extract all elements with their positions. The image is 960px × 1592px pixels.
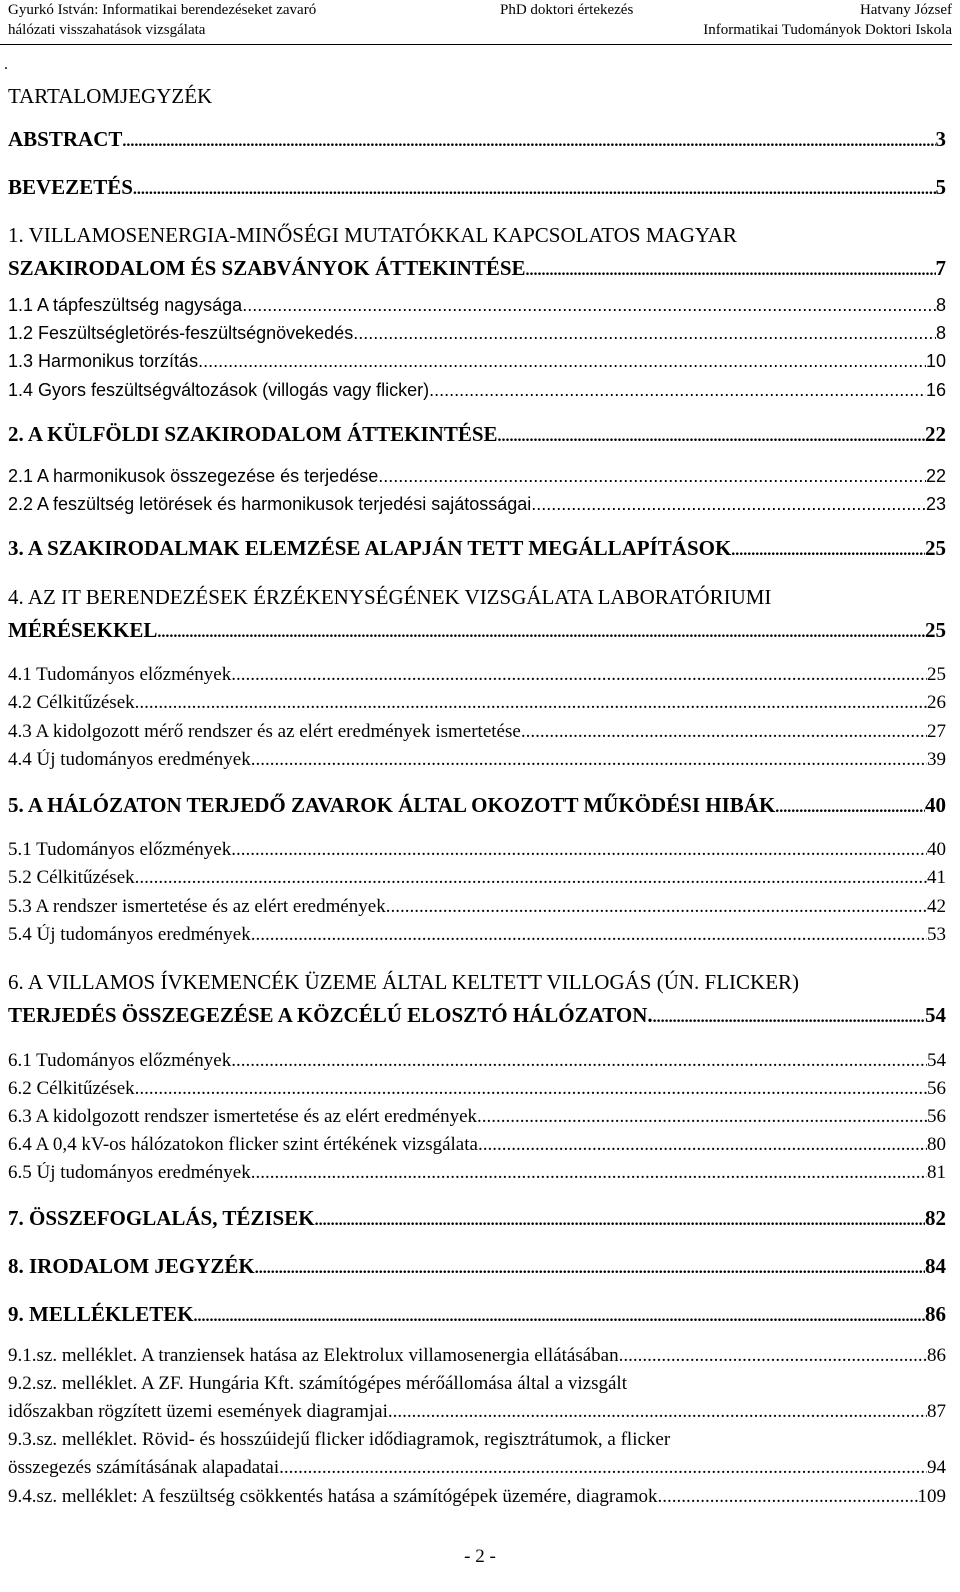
toc-entry-page: 8 (935, 323, 946, 343)
toc-entry-2[interactable] (8, 422, 946, 447)
toc-entry-8[interactable] (8, 1254, 946, 1279)
toc-entry-page: 41 (927, 867, 946, 888)
toc-entry-label: 1.2 Feszültségletörés-feszültségnövekedés (8, 323, 354, 343)
dot-leader (135, 1078, 927, 1100)
toc-entry-6[interactable] (8, 1003, 946, 1028)
toc-entry-5-2[interactable] (8, 867, 946, 889)
toc-entry-label: 6.2 Célkitűzések (8, 1078, 135, 1099)
dot-leader (429, 380, 926, 401)
toc-entry-page: 26 (927, 692, 946, 713)
toc-entry-page: 80 (927, 1134, 946, 1155)
toc-entry-page: 16 (925, 380, 946, 400)
toc-entry-2-1[interactable] (8, 466, 946, 487)
toc-entry-abstract[interactable] (8, 127, 946, 152)
dot-leader (135, 867, 927, 889)
dot-leader (386, 896, 927, 918)
toc-entry-5-4[interactable] (8, 924, 946, 946)
toc-entry-label: 9. MELLÉKLETEK (8, 1302, 194, 1326)
toc-entry-label: 6.5 Új tudományos eredmények (8, 1162, 251, 1183)
dot-leader (353, 323, 936, 344)
toc-entry-page: 5 (935, 175, 946, 199)
toc-entry-9-3[interactable] (8, 1457, 946, 1479)
toc-entry-page: 27 (927, 721, 946, 742)
toc-entry-label: 5.3 A rendszer ismertetése és az elért eredmények (8, 896, 386, 917)
toc-entry-1-1[interactable] (8, 295, 946, 316)
dot-leader (135, 692, 927, 714)
toc-entry-label: 4.3 A kidolgozott mérő rendszer és az elért eredmények ismertetése (8, 721, 521, 742)
dot-leader (477, 1106, 927, 1128)
dot-leader (521, 721, 927, 743)
dot-leader (231, 664, 927, 686)
toc-entry-page: 25 (925, 618, 946, 642)
toc-entry-6-line1: 6. A VILLAMOS ÍVKEMENCÉK ÜZEME ÁLTAL KELTETT VILLOGÁS (ÚN. FLICKER) (8, 970, 800, 994)
header-middle (500, 0, 633, 20)
toc-entry-page: 81 (927, 1162, 946, 1183)
toc-entry-page: 25 (927, 664, 946, 685)
header-school-subtitle: Informatikai Tudományok Doktori Iskola (703, 22, 952, 38)
toc-entry-4-3[interactable] (8, 721, 946, 743)
toc-entry-9-4[interactable] (8, 1486, 946, 1508)
dot-leader (653, 1009, 925, 1027)
dot-leader (251, 749, 927, 771)
toc-entry-9[interactable] (8, 1302, 946, 1327)
toc-entry-5-1[interactable] (8, 839, 946, 861)
toc-entry-label: 9.4.sz. melléklet: A feszültség csökkentés hatása a számítógépek üzemére, diagramok (8, 1486, 658, 1507)
toc-entry-page: 54 (927, 1050, 946, 1071)
toc-entry-label: 8. IRODALOM JEGYZÉK (8, 1254, 255, 1278)
toc-entry-page: 53 (927, 924, 946, 945)
toc-entry-9-2[interactable] (8, 1401, 946, 1423)
toc-entry-5[interactable] (8, 793, 946, 818)
header-right (703, 0, 952, 40)
toc-entry-4[interactable] (8, 618, 946, 643)
dot-leader (122, 133, 935, 151)
toc-entry-4-2[interactable] (8, 692, 946, 714)
toc-entry-6-3[interactable] (8, 1106, 946, 1128)
toc-entry-2-2[interactable] (8, 494, 946, 515)
toc-entry-page: 42 (927, 896, 946, 917)
toc-entry-4-line1: 4. AZ IT BERENDEZÉSEK ÉRZÉKENYSÉGÉNEK VIZSGÁLATA LABORATÓRIUMI (8, 585, 772, 609)
dot-leader (657, 1486, 917, 1508)
toc-entry-9-1[interactable] (8, 1345, 946, 1367)
header-subtitle: hálózati visszahatások vizsgálata (8, 22, 206, 38)
toc-entry-page: 84 (925, 1254, 946, 1278)
toc-entry-page: 22 (925, 466, 946, 486)
dot-leader (731, 542, 925, 560)
dot-leader (231, 1050, 927, 1072)
dot-leader (498, 428, 925, 446)
toc-entry-1-line1: 1. VILLAMOSENERGIA-MINŐSÉGI MUTATÓKKAL KAPCSOLATOS MAGYAR (8, 223, 737, 247)
toc-entry-7[interactable] (8, 1206, 946, 1231)
header-doc-type: PhD doktori értekezés (500, 2, 634, 18)
toc-entry-label: TERJEDÉS ÖSSZEGEZÉSE A KÖZCÉLÚ ELOSZTÓ HÁLÓZATON. (8, 1003, 653, 1027)
toc-entry-page: 39 (927, 749, 946, 770)
dot-leader (378, 466, 926, 487)
toc-entry-4-1[interactable] (8, 664, 946, 686)
dot-leader (133, 181, 936, 199)
toc-entry-label: 4.1 Tudományos előzmények (8, 664, 232, 685)
toc-entry-page: 40 (925, 793, 946, 817)
toc-entry-label: 2. A KÜLFÖLDI SZAKIRODALOM ÁTTEKINTÉSE (8, 422, 498, 446)
dot-leader (393, 1401, 927, 1423)
toc-entry-page: 40 (927, 839, 946, 860)
dot-leader (242, 295, 936, 316)
toc-entry-page: 86 (927, 1345, 946, 1366)
toc-entry-label: összegezés számításának alapadatai (8, 1457, 280, 1478)
dot-leader (198, 351, 926, 372)
toc-entry-label: 1.3 Harmonikus torzítás (8, 351, 199, 371)
toc-entry-label: 2.1 A harmonikusok összegezése és terjedése (8, 466, 379, 486)
dot-leader (231, 839, 927, 861)
toc-entry-6-4[interactable] (8, 1134, 946, 1156)
dot-leader (531, 494, 926, 515)
dot-leader (315, 1212, 925, 1230)
toc-entry-1[interactable] (8, 256, 946, 281)
toc-entry-label: 6.4 A 0,4 kV-os hálózatokon flicker szint értékének vizsgálata (8, 1134, 478, 1155)
toc-entry-label: 4.4 Új tudományos eredmények (8, 749, 251, 770)
toc-entry-page: 8 (935, 295, 946, 315)
toc-entry-9-2-line1: 9.2.sz. melléklet. A ZF. Hungária Kft. számítógépes mérőállomása által a vizsgált (8, 1373, 627, 1394)
toc-entry-page: 56 (927, 1078, 946, 1099)
toc-entry-6-2[interactable] (8, 1078, 946, 1100)
toc-entry-label: MÉRÉSEKKEL (8, 618, 158, 642)
toc-entry-label: 5.2 Célkitűzések (8, 867, 135, 888)
toc-entry-page: 25 (925, 536, 946, 560)
dot-leader (526, 262, 936, 280)
toc-entry-page: 7 (935, 256, 946, 280)
dot-leader (255, 1260, 925, 1278)
dot-leader (251, 1162, 927, 1184)
toc-entry-page: 10 (925, 351, 946, 371)
dot-leader (157, 624, 925, 642)
toc-entry-page: 82 (925, 1206, 946, 1230)
toc-entry-label: 5. A HÁLÓZATON TERJEDŐ ZAVAROK ÁLTAL OKOZOTT MŰKÖDÉSI HIBÁK (8, 793, 776, 817)
toc-entry-label: 2.2 A feszültség letörések és harmonikusok terjedési sajátosságai (8, 494, 532, 514)
toc-entry-label: SZAKIRODALOM ÉS SZABVÁNYOK ÁTTEKINTÉSE (8, 256, 526, 280)
toc-entry-page: 54 (925, 1003, 946, 1027)
toc-entry-3[interactable] (8, 536, 946, 561)
toc-entry-label: 5.4 Új tudományos eredmények (8, 924, 251, 945)
toc-entry-1-4[interactable] (8, 380, 946, 401)
toc-entry-label: időszakban rögzített üzemi események diagramjai. (8, 1401, 393, 1422)
toc-entry-page: 87 (927, 1401, 946, 1422)
toc-entry-1-3[interactable] (8, 351, 946, 372)
dot-leader (775, 799, 925, 817)
toc-entry-1-2[interactable] (8, 323, 946, 344)
toc-entry-6-1[interactable] (8, 1050, 946, 1072)
header-author-title: Gyurkó István: Informatikai berendezéseket zavaró (8, 2, 317, 18)
toc-entry-label: 1.4 Gyors feszültségváltozások (villogás vagy flicker) (8, 380, 430, 400)
toc-entry-label: 6.1 Tudományos előzmények (8, 1050, 232, 1071)
toc-entry-page: 109 (917, 1486, 946, 1507)
toc-entry-5-3[interactable] (8, 896, 946, 918)
toc-entry-label: 6.3 A kidolgozott rendszer ismertetése és az elért eredmények (8, 1106, 478, 1127)
header-left (8, 0, 316, 40)
toc-entry-label: 9.1.sz. melléklet. A tranziensek hatása az Elektrolux villamosenergia ellátásában. (8, 1345, 624, 1366)
dot-leader (478, 1134, 927, 1156)
toc-entry-page: 56 (927, 1106, 946, 1127)
header-school-name: Hatvany József (859, 2, 952, 18)
dot-leader (194, 1308, 925, 1326)
toc-entry-4-4[interactable] (8, 749, 946, 771)
toc-entry-label: ABSTRACT (8, 127, 123, 151)
dot-leader (279, 1457, 927, 1479)
toc-entry-label: 7. ÖSSZEFOGLALÁS, TÉZISEK (8, 1206, 315, 1230)
dot-leader (623, 1345, 927, 1367)
toc-entry-label: 4.2 Célkitűzések (8, 692, 135, 713)
toc-entry-label: 5.1 Tudományos előzmények (8, 839, 232, 860)
toc-entry-9-3-line1: 9.3.sz. melléklet. Rövid- és hosszúidejű flicker idődiagramok, regisztrátumok, a flicker (8, 1429, 671, 1450)
stray-dot: . (4, 56, 8, 73)
dot-leader (251, 924, 927, 946)
toc-entry-page: 94 (927, 1457, 946, 1478)
toc-entry-label: 3. A SZAKIRODALMAK ELEMZÉSE ALAPJÁN TETT MEGÁLLAPÍTÁSOK (8, 536, 732, 560)
toc-title: TARTALOMJEGYZÉK (8, 84, 213, 108)
page-number: - 2 - (464, 1546, 496, 1567)
toc-entry-page: 22 (925, 422, 946, 446)
toc-entry-label: 1.1 A tápfeszültség nagysága (8, 295, 243, 315)
toc-entry-label: BEVEZETÉS (8, 175, 133, 199)
header-rule (0, 44, 952, 45)
toc-entry-page: 3 (935, 127, 946, 151)
toc-entry-page: 86 (925, 1302, 946, 1326)
toc-entry-6-5[interactable] (8, 1162, 946, 1184)
toc-entry-page: 23 (925, 494, 946, 514)
toc-entry-bevezetes[interactable] (8, 175, 946, 200)
